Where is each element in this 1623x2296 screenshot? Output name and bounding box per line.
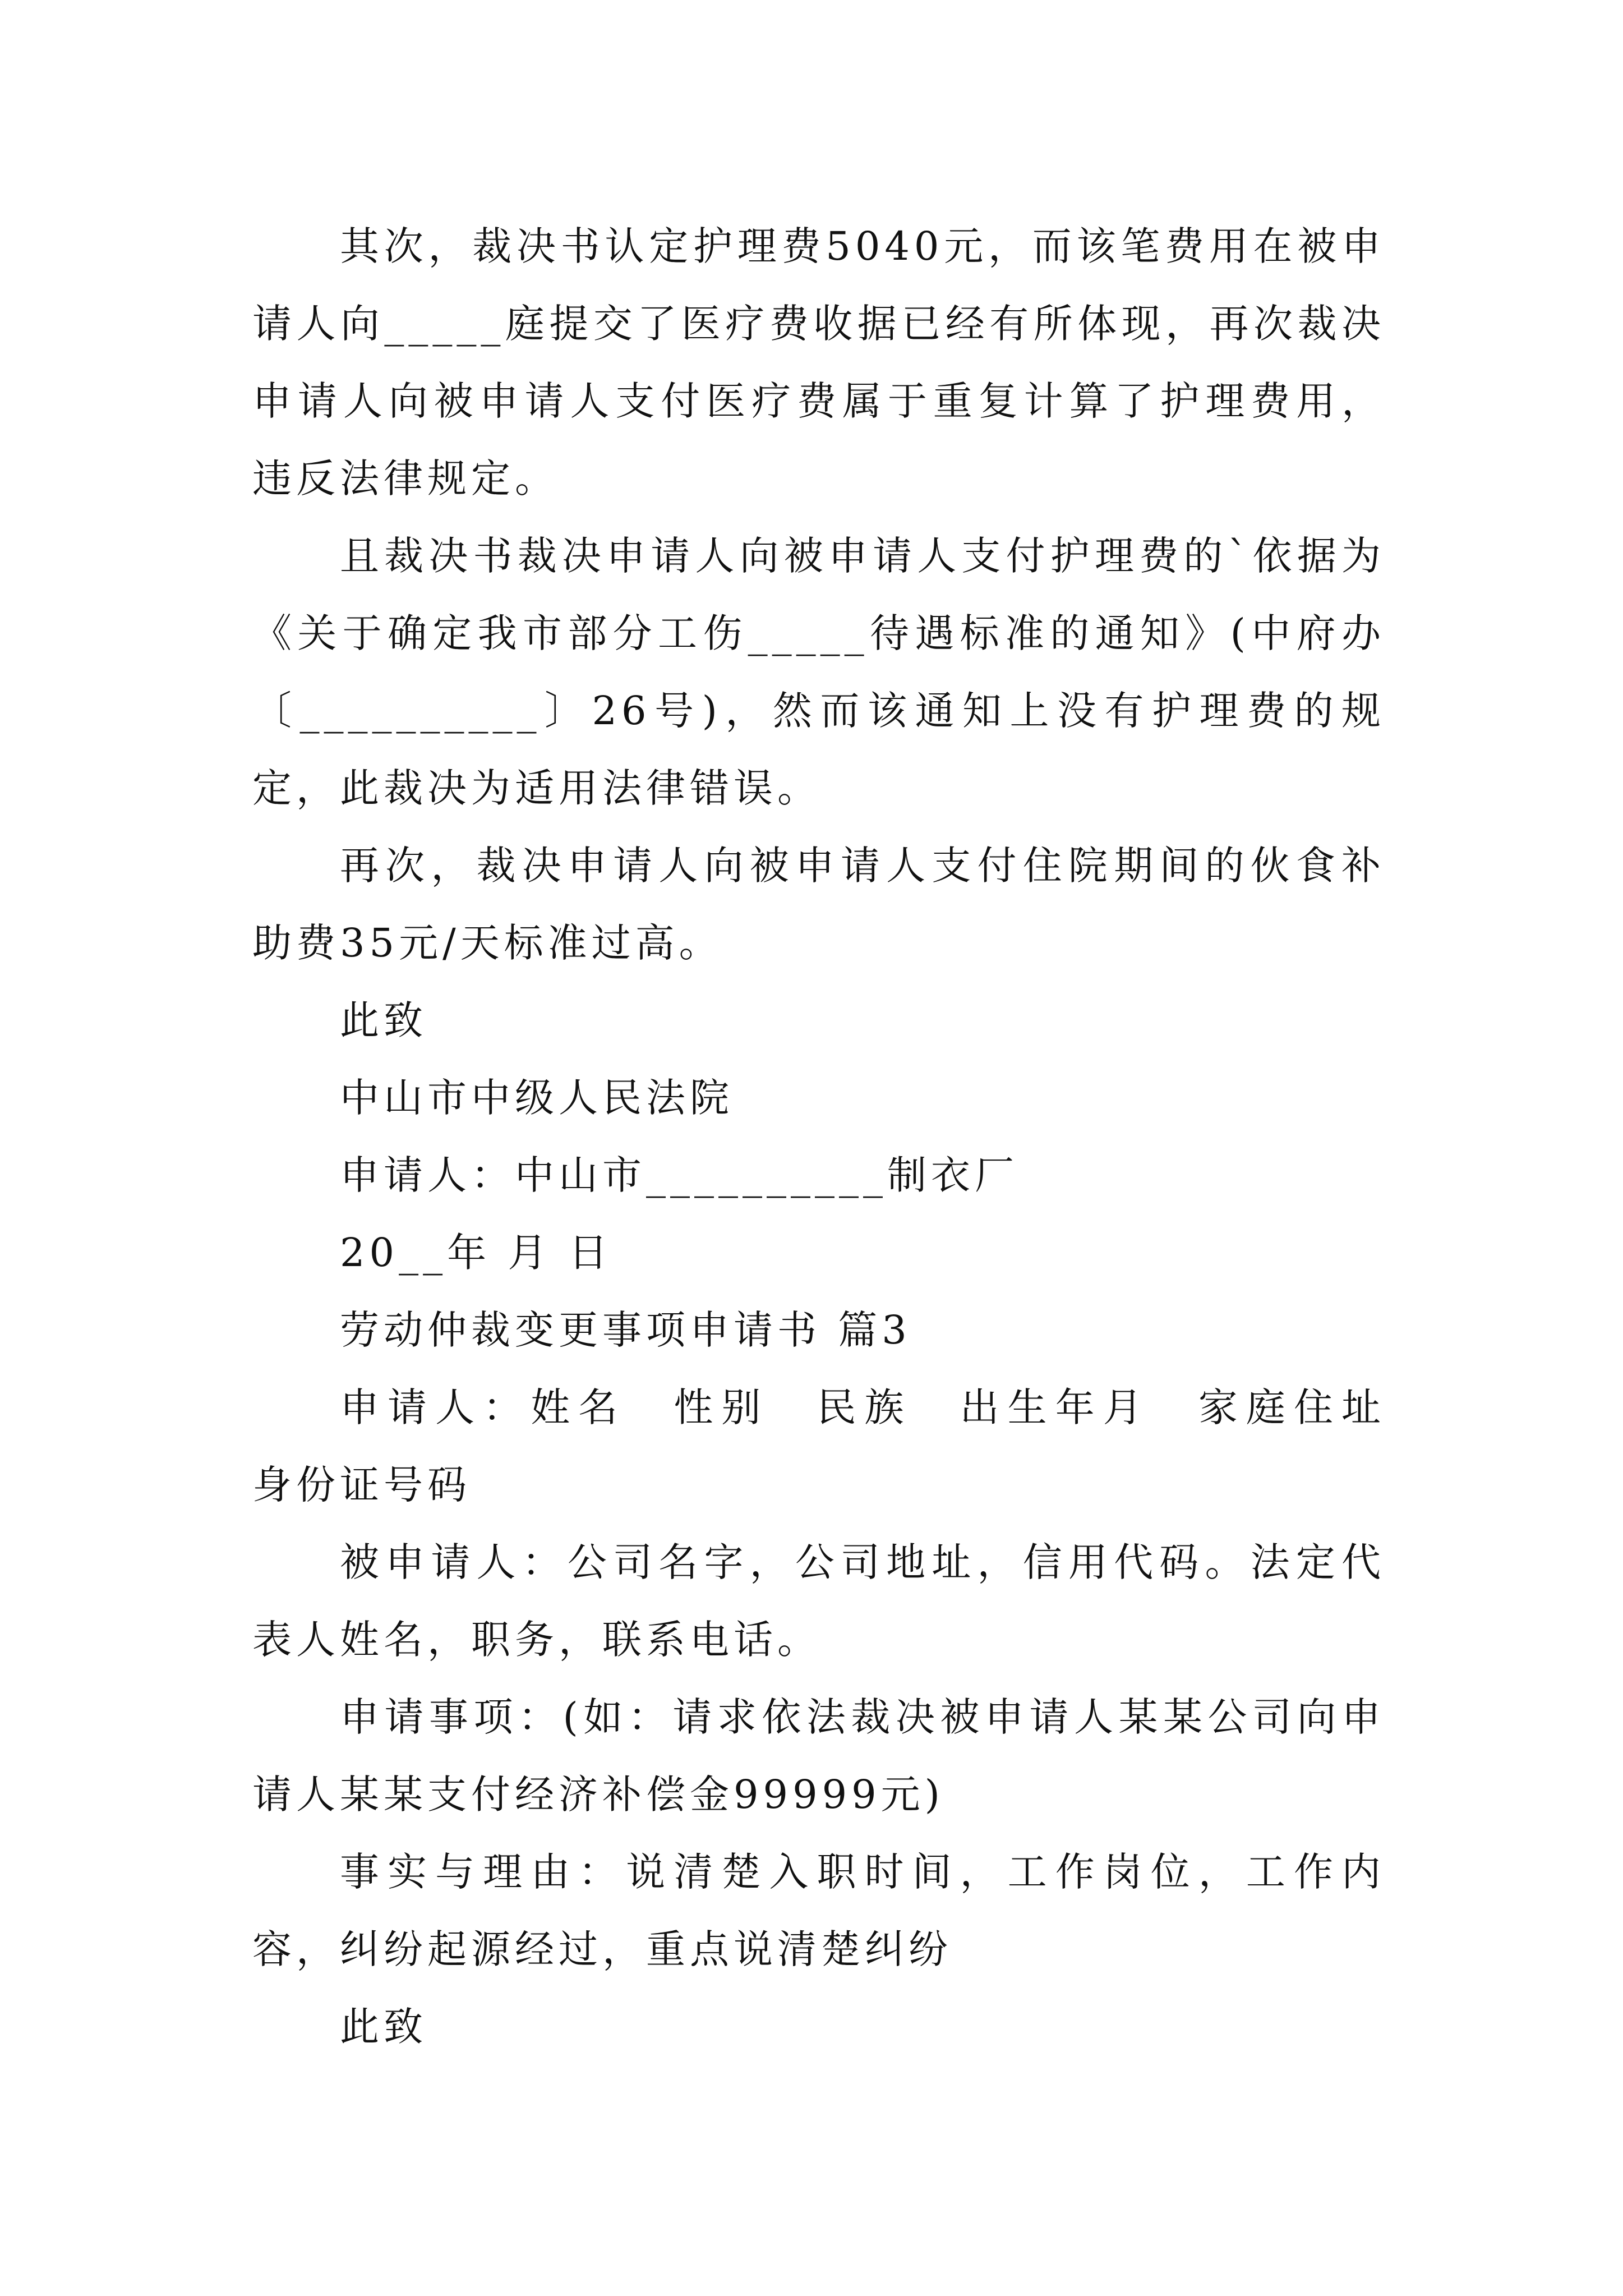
salutation-cizhi: 此致 bbox=[340, 997, 427, 1043]
date-line: 20__年 月 日 bbox=[340, 1230, 612, 1276]
paragraph-legal-basis: 且裁决书裁决申请人向被申请人支付护理费的`依据为《关于确定我市部分工伤_____待遇标准的通知》(中府办〔__________〕26号)，然而该通知上没有护理费的规定，此裁决为适用法律错误。 bbox=[252, 533, 1385, 811]
paragraph-meal-allowance: 再次，裁决申请人向被申请人支付住院期间的伙食补助费35元/天标准过高。 bbox=[252, 843, 1385, 966]
closing-cizhi: 此致 bbox=[340, 2004, 427, 2050]
court-name: 中山市中级人民法院 bbox=[340, 1075, 734, 1121]
document-body bbox=[252, 208, 1429, 2065]
section-title: 劳动仲裁变更事项申请书 篇3 bbox=[340, 1307, 911, 1353]
facts-and-reasons: 事实与理由：说清楚入职时间，工作岗位，工作内容，纠纷起源经过，重点说清楚纠纷 bbox=[252, 1849, 1385, 1972]
claim-items: 申请事项：(如：请求依法裁决被申请人某某公司向申请人某某支付经济补偿金99999元) bbox=[252, 1694, 1385, 1818]
respondent-info: 被申请人：公司名字，公司地址，信用代码。法定代表人姓名，职务，联系电话。 bbox=[252, 1539, 1385, 1663]
paragraph-nursing-fee: 其次，裁决书认定护理费5040元，而该笔费用在被申请人向_____庭提交了医疗费收据已经有所体现，再次裁决申请人向被申请人支付医疗费属于重复计算了护理费用，违反法律规定。 bbox=[252, 223, 1385, 501]
applicant-line: 申请人：中山市__________制衣厂 bbox=[340, 1152, 1018, 1198]
applicant-info: 申请人：姓名 性别 民族 出生年月 家庭住址 身份证号码 bbox=[252, 1384, 1429, 1508]
